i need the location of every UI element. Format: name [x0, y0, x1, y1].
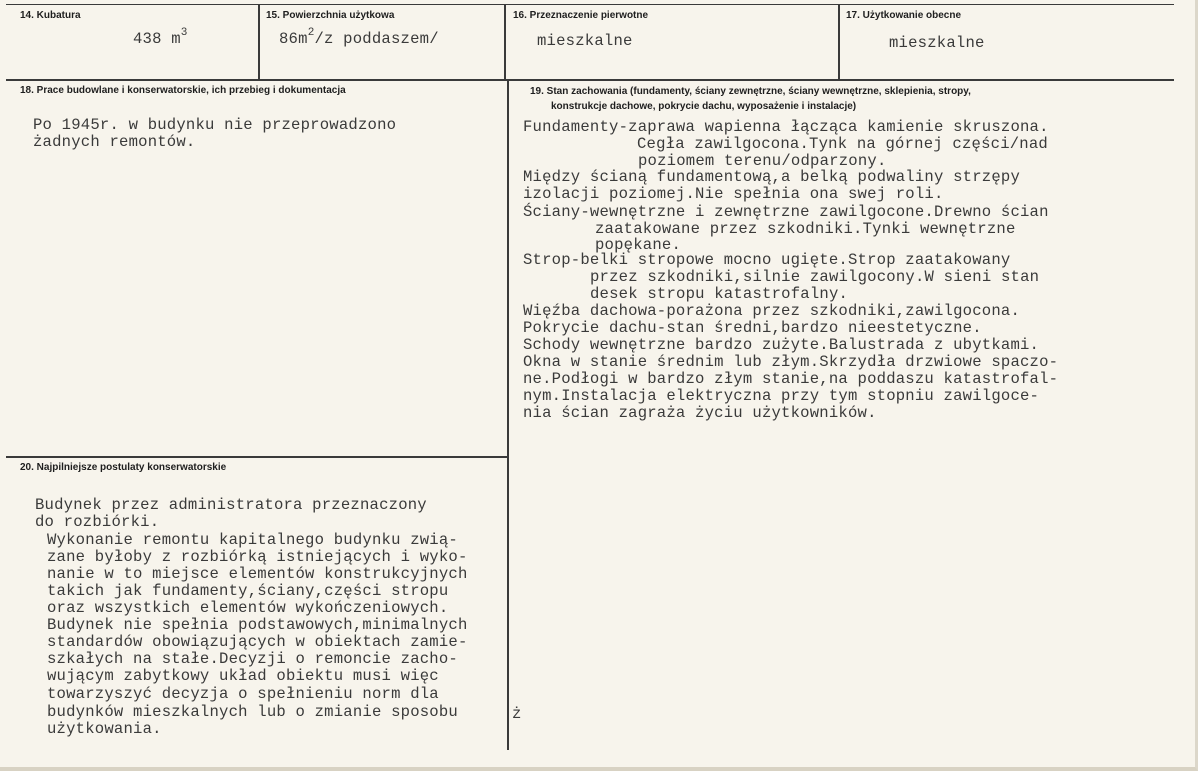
text-line: budynków mieszkalnych lub o zmianie sposobu — [47, 703, 458, 721]
text-line: Schody wewnętrzne bardzo zużyte.Balustrada z ubytkami. — [523, 336, 1040, 354]
text-line: Ściany-wewnętrzne i zewnętrzne zawilgocone.Drewno ścian — [523, 203, 1049, 221]
text-line: Budynek nie spełnia podstawowych,minimalnych — [47, 616, 468, 634]
col-divider-2 — [504, 4, 506, 80]
text-line: popękane. — [595, 236, 682, 254]
text-line: Między ścianą fundamentową,a belką podwaliny strzępy — [523, 168, 1021, 186]
text-line: Cegła zawilgocona.Tynk na górnej części/nad — [637, 135, 1048, 153]
text-line: Budynek przez administratora przeznaczony — [35, 496, 427, 514]
section-20-divider — [6, 456, 508, 458]
center-divider — [507, 80, 509, 750]
text-line: towarzyszyć decyzja o spełnieniu norm dla — [47, 685, 439, 703]
text-line: przez szkodniki,silnie zawilgocony.W sieni stan — [590, 268, 1040, 286]
text-line: nia ścian zagraża życiu użytkowników. — [523, 404, 877, 422]
text-line: nanie w to miejsce elementów konstrukcyjnych — [47, 565, 468, 583]
text-line: zaatakowane przez szkodniki.Tynki wewnętrzne — [595, 220, 1016, 238]
text-line: Okna w stanie średnim lub złym.Skrzydła drzwiowe spaczo- — [523, 353, 1059, 371]
text-line: desek stropu katastrofalny. — [590, 285, 849, 303]
text-line: wującym zabytkowy układ obiektu musi więc — [47, 667, 439, 685]
field-20-label: 20. Najpilniejsze postulaty konserwatorskie — [20, 462, 227, 473]
field-15-value: $86m^2/z$ poddaszem/ — [279, 27, 439, 48]
col-divider-3 — [838, 4, 840, 80]
text-line: standardów obowiązujących w obiektach zamie- — [47, 633, 468, 651]
field-14-value: 438 $m^3$ — [133, 27, 188, 48]
text-line: Więźba dachowa-porażona przez szkodniki,zawilgocona. — [523, 302, 1021, 320]
text-line: Pokrycie dachu-stan średni,bardzo nieestetyczne. — [523, 319, 982, 337]
field-19-label-line1: 19. Stan zachowania (fundamenty, ściany zewnętrzne, ściany wewnętrzne, sklepienia, stropy, — [530, 86, 971, 97]
field-16-label: 16. Przeznaczenie pierwotne — [513, 10, 649, 21]
overflow-char: ż — [512, 705, 522, 723]
text-line: oraz wszystkich elementów wykończeniowych. — [47, 599, 449, 617]
field-17-value: mieszkalne — [889, 34, 985, 52]
text-line: Wykonanie remontu kapitalnego budynku zwią- — [47, 531, 458, 549]
field-15-label: 15. Powierzchnia użytkowa — [266, 10, 395, 21]
text-line: zane byłoby z rozbiórką istniejących i wyko- — [47, 548, 468, 566]
text-line: Strop-belki stropowe mocno ugięte.Strop zaatakowany — [523, 251, 1011, 269]
field-14-label: 14. Kubatura — [20, 10, 81, 21]
text-line: Fundamenty-zaprawa wapienna łącząca kamienie skruszona. — [523, 118, 1049, 136]
text-line: Po 1945r. w budynku nie przeprowadzono — [33, 116, 397, 134]
text-line: szkałych na stałe.Decyzji o remoncie zacho- — [47, 650, 458, 668]
text-line: poziomem terenu/odparzony. — [638, 152, 887, 170]
field-16-value: mieszkalne — [537, 32, 633, 50]
text-line: ne.Podłogi w bardzo złym stanie,na poddaszu katastrofal- — [523, 370, 1059, 388]
text-line: żadnych remontów. — [33, 133, 196, 151]
text-line: nym.Instalacja elektryczna przy tym stopniu zawilgoce- — [523, 387, 1040, 405]
text-line: użytkowania. — [47, 720, 162, 738]
field-17-label: 17. Użytkowanie obecne — [846, 10, 962, 21]
field-19-label-line2: konstrukcje dachowe, pokrycie dachu, wyposażenie i instalacje) — [551, 101, 857, 112]
top-border — [6, 4, 1174, 5]
field-18-label: 18. Prace budowlane i konserwatorskie, ich przebieg i dokumentacja — [20, 85, 346, 96]
row-divider — [6, 79, 1174, 81]
text-line: takich jak fundamenty,ściany,części stropu — [47, 582, 449, 600]
text-line: do rozbiórki. — [35, 513, 160, 531]
col-divider-1 — [258, 4, 260, 80]
text-line: izolacji poziomej.Nie spełnia ona swej roli. — [523, 185, 944, 203]
